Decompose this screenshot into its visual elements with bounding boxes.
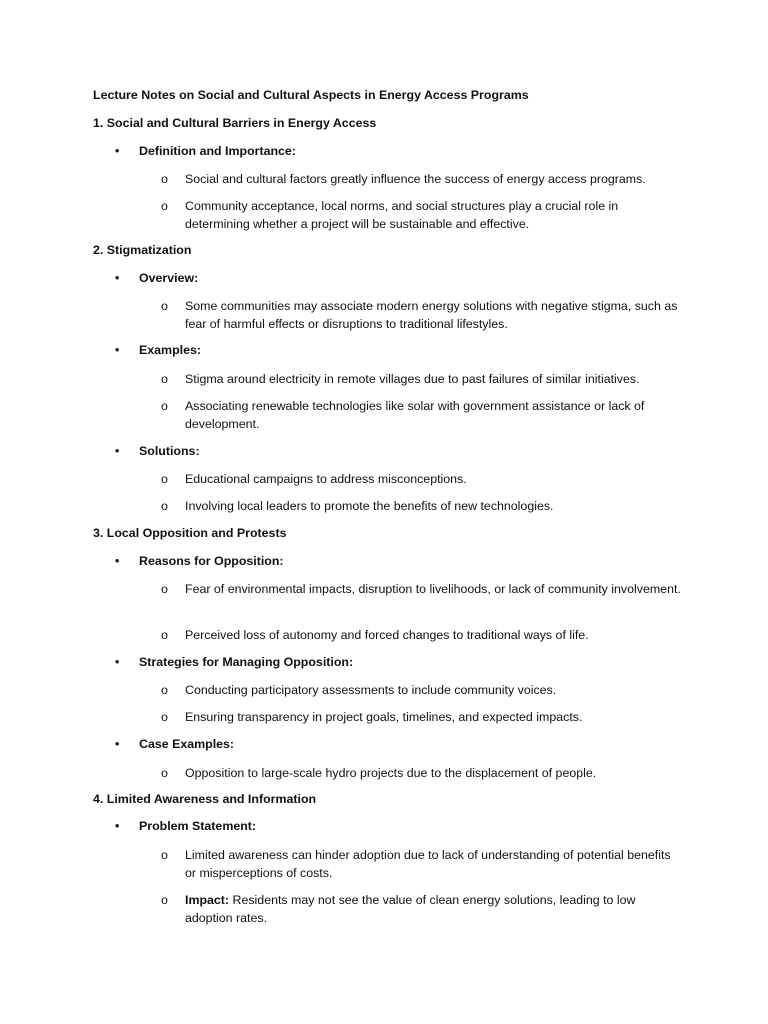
bullet-item (115, 554, 284, 568)
sub-bullet-item (161, 708, 681, 726)
sub-bullet-item (161, 497, 681, 515)
bullet-item (115, 444, 200, 458)
sub-bullet-marker: o (161, 472, 168, 486)
sub-bullet-text: Educational campaigns to address misconceptions. (185, 472, 467, 486)
sub-bullet-text: Involving local leaders to promote the benefits of new technologies. (185, 499, 554, 513)
sub-bullet-text: Perceived loss of autonomy and forced changes to traditional ways of life. (185, 628, 589, 642)
sub-bullet-item (161, 891, 681, 927)
section-heading: 4. Limited Awareness and Information (93, 792, 317, 806)
bullet-label: Problem Statement: (139, 819, 257, 833)
sub-bullet-item (161, 370, 681, 388)
sub-bullet-marker: o (161, 848, 168, 862)
sub-bullet-marker: o (161, 199, 168, 213)
bullet-item (115, 271, 198, 285)
bullet-label: Overview: (139, 271, 199, 285)
sub-bullet-item (161, 681, 681, 699)
sub-bullet-item (161, 197, 681, 233)
sub-bullet-item (161, 846, 681, 882)
sub-bullet-text: Fear of environmental impacts, disruption to livelihoods, or lack of community involvement. (185, 582, 681, 596)
bullet-marker: • (115, 655, 120, 669)
sub-bullet-text: Stigma around electricity in remote villages due to past failures of similar initiatives. (185, 372, 640, 386)
bullet-label: Strategies for Managing Opposition: (139, 655, 354, 669)
bullet-marker: • (115, 271, 120, 285)
bullet-marker: • (115, 144, 120, 158)
bullet-label: Definition and Importance: (139, 144, 296, 158)
bullet-marker: • (115, 343, 120, 357)
bullet-item (115, 819, 256, 833)
bullet-marker: • (115, 444, 120, 458)
sub-bullet-text: Opposition to large-scale hydro projects due to the displacement of people. (185, 766, 597, 780)
sub-bullet-item (161, 297, 681, 333)
sub-bullet-text: Associating renewable technologies like solar with government assistance or lack of development. (185, 399, 645, 431)
bullet-item (115, 343, 201, 357)
section-heading: 1. Social and Cultural Barriers in Energy Access (93, 116, 377, 130)
sub-bullet-text: Social and cultural factors greatly influence the success of energy access programs. (185, 172, 646, 186)
bullet-item (115, 144, 296, 158)
sub-bullet-text: Some communities may associate modern energy solutions with negative stigma, such as fear of harmful effects or disruptions to traditional lifestyles. (185, 299, 678, 331)
sub-bullet-item (161, 764, 681, 782)
sub-bullet-marker: o (161, 399, 168, 413)
bullet-item (115, 737, 234, 751)
bullet-item (115, 655, 353, 669)
sub-bullet-item (161, 580, 681, 598)
sub-bullet-item (161, 626, 681, 644)
sub-bullet-marker: o (161, 299, 168, 313)
sub-bullet-item (161, 397, 681, 433)
sub-bullet-marker: o (161, 628, 168, 642)
bullet-marker: • (115, 737, 120, 751)
impact-lead: Impact: (185, 893, 230, 907)
sub-bullet-text (185, 891, 681, 927)
sub-bullet-text: Conducting participatory assessments to include community voices. (185, 683, 557, 697)
sub-bullet-marker: o (161, 766, 168, 780)
bullet-label: Reasons for Opposition: (139, 554, 284, 568)
document-title: Lecture Notes on Social and Cultural Aspects in Energy Access Programs (93, 88, 529, 102)
bullet-marker: • (115, 554, 120, 568)
sub-bullet-marker: o (161, 582, 168, 596)
sub-bullet-marker: o (161, 372, 168, 386)
bullet-label: Solutions: (139, 444, 200, 458)
sub-bullet-marker: o (161, 683, 168, 697)
bullet-label: Examples: (139, 343, 201, 357)
sub-bullet-text: Ensuring transparency in project goals, timelines, and expected impacts. (185, 710, 583, 724)
sub-bullet-item (161, 170, 681, 188)
sub-bullet-text: Community acceptance, local norms, and social structures play a crucial role in determining whether a project will be sustainable and effective. (185, 199, 619, 231)
section-heading: 2. Stigmatization (93, 243, 192, 257)
sub-bullet-item (161, 470, 681, 488)
bullet-label: Case Examples: (139, 737, 235, 751)
sub-bullet-marker: o (161, 893, 168, 907)
impact-text: Residents may not see the value of clean energy solutions, leading to low adoption rates. (185, 893, 636, 925)
sub-bullet-marker: o (161, 710, 168, 724)
sub-bullet-text: Limited awareness can hinder adoption due to lack of understanding of potential benefits or misperceptions of costs. (185, 848, 671, 880)
section-heading: 3. Local Opposition and Protests (93, 526, 287, 540)
sub-bullet-marker: o (161, 172, 168, 186)
sub-bullet-marker: o (161, 499, 168, 513)
bullet-marker: • (115, 819, 120, 833)
